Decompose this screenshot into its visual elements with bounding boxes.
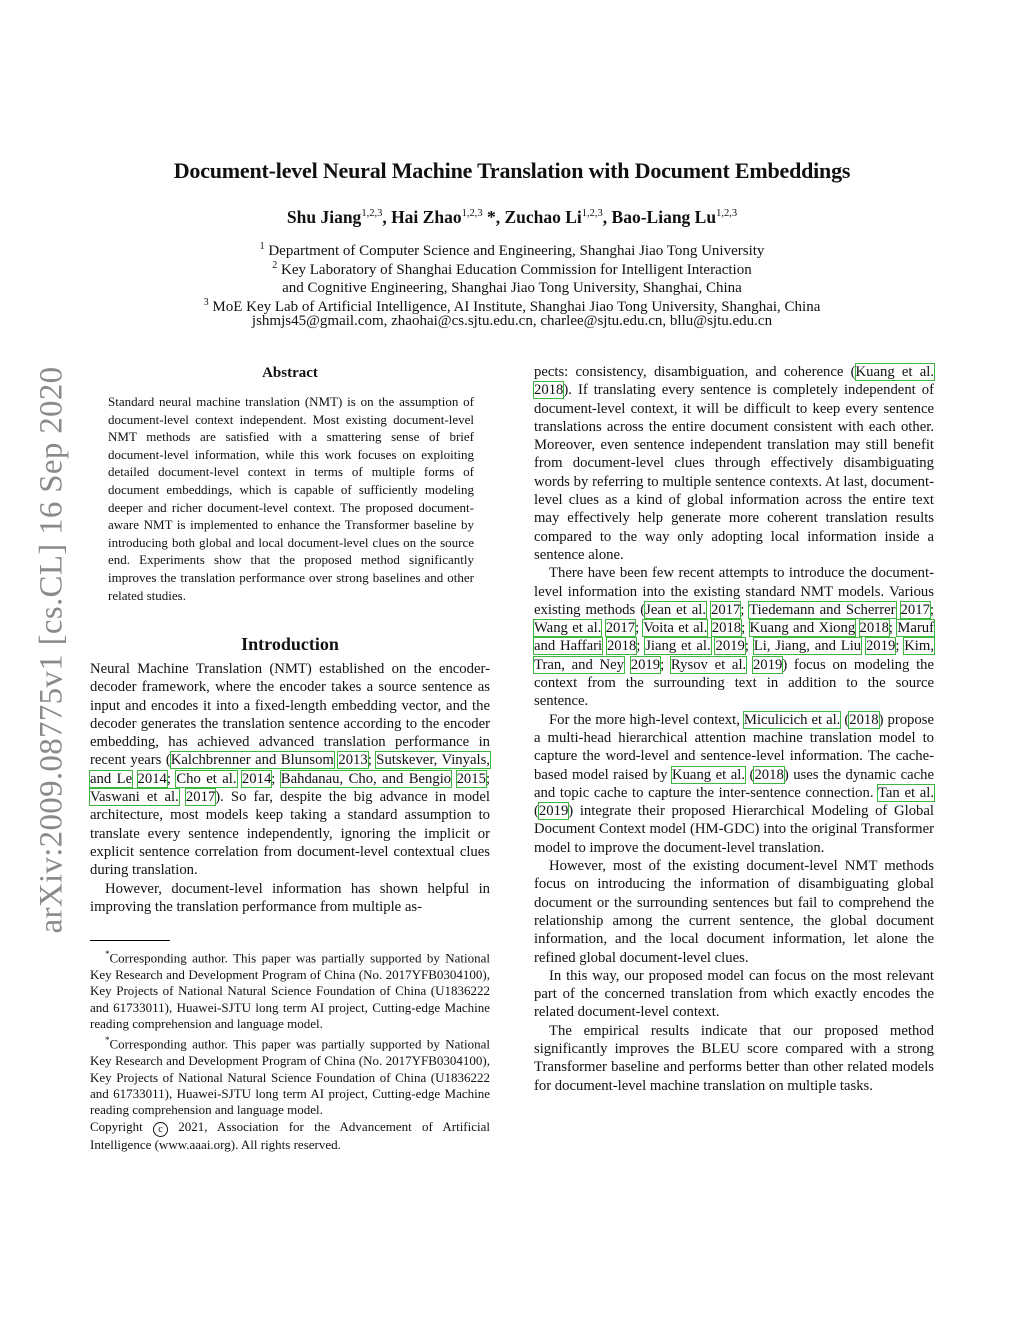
citation-link[interactable]: Kuang et al.: [855, 364, 935, 380]
citation-link[interactable]: Sutskever, Vinyals, and Le: [90, 752, 490, 787]
author-affiliation-marks: 1,2,3: [361, 208, 383, 220]
citation-link[interactable]: Voita et al.: [643, 620, 708, 637]
intro-paragraph-6: In this way, our proposed model can focus on the most relevant part of the concerned translation from which exactly encodes the related document-level context.: [534, 967, 934, 1021]
citation-year-link[interactable]: 2019: [538, 803, 569, 820]
citation-year-link[interactable]: 2014: [137, 770, 167, 787]
citation-year-link[interactable]: 2018: [754, 766, 784, 783]
author-list: Shu Jiang$^{1,2,3}$, Hai Zhao$^{1,2,3}$ *, Zuchao Li$^{1,2,3}$, Bao-Liang Lu$^{1,2,3}$: [286, 207, 738, 227]
intro-paragraph-4: For the more high-level context, Miculicich et al. (2018) propose a multi-head hierarchical attention machine translation model to capture the word-level and sentence-level information. The cache-based model raised by Kuang et al. (2018) uses the dynamic cache and topic cache to capture the inter-sentence connection. Tan et al. (2019) integrate their proposed Hierarchical Modeling of Global Document Context model (HM-GDC) into the original Transformer model to improve the document-level translation.: [534, 711, 934, 856]
citation-year-link[interactable]: 2018: [711, 620, 742, 637]
citation-link[interactable]: Wang et al.: [534, 620, 602, 637]
citation-link[interactable]: Tan et al.: [877, 784, 934, 801]
author-name: Bao-Liang Lu: [611, 207, 717, 227]
abstract-text: Standard neural machine translation (NMT) is on the assumption of document-level context independent. Most existing document-level NMT methods are satisfied with a smattering sense of brief document-level information, while this work focuses on exploiting detailed document-level context in terms of multiple forms of document embeddings, which is capable of sufficiently modeling deeper and richer document-level context. The proposed document-aware NMT is implemented to enhance the Transformer baseline by introducing both global and local document-level clues on the source end. Experiments show that the proposed method significantly improves the translation performance over strong baselines and other related studies.: [108, 394, 474, 603]
arxiv-identifier: arXiv:2009.08775v1 [cs.CL] 16 Sep 2020: [33, 366, 70, 934]
affiliation-3: $^3$ MoE Key Lab of Artificial Intelligence, AI Institute, Shanghai Jiao Tong University, Shanghai, China: [203, 296, 821, 315]
citation-link[interactable]: Maruf and Haffari: [534, 620, 935, 655]
citation-link[interactable]: Vaswani et al.: [90, 789, 179, 806]
citation-link[interactable]: Tiedemann and Scherrer: [749, 601, 896, 618]
paper-title: Document-level Neural Machine Translation with Document Embeddings: [173, 158, 851, 183]
citation-link[interactable]: Li, Jiang, and Liu: [753, 638, 862, 655]
citation-link[interactable]: Kim, Tran, and Ney: [534, 638, 934, 673]
citation-year-link[interactable]: 2018: [606, 638, 637, 655]
footnote-1: *Corresponding author. This paper was partially supported by National Key Research and Development Program of China (No. 2017YFB0304100), Key Projects of National Natural Science Foundation of China (U1836222 and 61733011), Huawei-SJTU long term AI project, Cutting-edge Machine reading comprehension and language model.: [90, 949, 490, 1031]
citation-link[interactable]: Kuang and Xiong: [749, 620, 856, 637]
abstract-heading: Abstract: [262, 365, 318, 381]
citation-link[interactable]: Cho et al.: [176, 770, 237, 787]
introduction-heading: Introduction: [241, 634, 339, 654]
affiliation-1: $^1$ Department of Computer Science and Engineering, Shanghai Jiao Tong University: [259, 241, 765, 259]
citation-link[interactable]: Miculicich et al.: [743, 711, 841, 728]
citation-link[interactable]: Jean et al.: [645, 601, 707, 618]
author-emails: jshmjs45@gmail.com, zhaohai@cs.sjtu.edu.cn, charlee@sjtu.edu.cn, bllu@sjtu.edu.cn: [251, 313, 773, 329]
citation-link[interactable]: Bahdanau, Cho, and Bengio: [280, 770, 452, 787]
intro-paragraph-5: However, most of the existing document-level NMT methods focus on introducing the information of disambiguating global document or the surrounding sentences but fail to comprehend the relationship among the current sentence, the global document information, and the local document information, let alone the refined global document-level clues.: [534, 858, 934, 966]
citation-year-link[interactable]: 2019: [630, 656, 661, 673]
citation-year-link[interactable]: 2019: [752, 656, 783, 673]
intro-paragraph-2-start: However, document-level information has shown helpful in improving the translation performance from multiple as-: [90, 880, 490, 915]
citation-year-link[interactable]: 2015: [456, 770, 486, 787]
citation-year-link[interactable]: 2014: [241, 770, 272, 787]
footnote-2: *Corresponding author. This paper was partially supported by National Key Research and Development Program of China (No. 2017YFB0304100), Key Projects of National Natural Science Foundation of China (U1836222 and 61733011), Huawei-SJTU long term AI project, Cutting-edge Machine reading comprehension and language model.: [90, 1035, 490, 1118]
footnotes: [90, 946, 490, 1153]
intro-paragraph-1: Neural Machine Translation (NMT) established on the encoder-decoder framework, where the encoder takes a source sentence as input and encodes it into a fixed-length embedding vector, and the decoder generates the translation sentence according to the encoder embedding, has achieved advanced translation performance in recent years (Kalchbrenner and Blunsom 2013; Sutskever, Vinyals, and Le 2014; Cho et al. 2014; Bahdanau, Cho, and Bengio 2015; Vaswani et al. 2017). So far, despite the big advance in model architecture, most models keep taking a standard assumption to translate every sentence independently, ignoring the implicit or explicit sentence correlation from document-level contextual clues during translation.: [90, 661, 491, 879]
citation-year-link[interactable]: 2018: [849, 711, 879, 728]
left-column-body: [90, 660, 490, 916]
citation-link[interactable]: Rysov et al.: [670, 656, 747, 673]
author-affiliation-marks: 1,2,3: [581, 208, 603, 220]
citation-year-link[interactable]: 2018: [534, 382, 564, 399]
citation-year-link[interactable]: 2017: [900, 601, 930, 618]
footnote-rule: [90, 940, 170, 941]
intro-paragraph-7: The empirical results indicate that our proposed method significantly improves the BLEU score compared with a strong Transformer baseline and performs better than other related models for document-level machine translation on multiple tasks.: [534, 1022, 934, 1094]
citation-year-link[interactable]: 2019: [715, 638, 745, 655]
citation-link[interactable]: Kuang et al.: [671, 766, 746, 783]
citation-link[interactable]: Kalchbrenner and Blunsom: [170, 752, 334, 769]
copyright-notice: Copyright c 2021, Association for the Advancement of Artificial Intelligence (www.aaai.org). All rights reserved.: [90, 1118, 491, 1152]
intro-paragraph-3: There have been few recent attempts to introduce the document-level information into the existing standard NMT models. Various existing methods (Jean et al. 2017; Tiedemann and Scherrer 2017; Wang et al. 2017; Voita et al. 2018; Kuang and Xiong 2018; Maruf and Haffari 2018; Jiang et al. 2019; Li, Jiang, and Liu 2019; Kim, Tran, and Ney 2019; Rysov et al. 2019) focus on modeling the context from the surrounding text in addition to the source sentence.: [534, 565, 935, 710]
citation-year-link[interactable]: 2017: [185, 789, 216, 806]
intro-paragraph-2-continued: pects: consistency, disambiguation, and coherence (Kuang et al. 2018). If translating every sentence is completely independent of document-level context, it will be difficult to keep every sentence translations across the entire document consistent with each other. Moreover, even sentence independent translation may still benefit from document-level clues through effectively disambiguating words by referring to multiple sentence contexts. At last, document-level clues as a kind of global information across the entire text may effectively help generate more coherent translation results compared to the way only adopting local information inside a sentence alone.: [534, 364, 935, 563]
author-affiliation-marks: 1,2,3: [461, 208, 483, 220]
citation-year-link[interactable]: 2017: [605, 620, 636, 637]
copyright-icon: c: [153, 1122, 168, 1137]
affiliation-2: $^2$ Key Laboratory of Shanghai Education Commission for Intelligent Interaction and Cognitive Engineering, Shanghai Jiao Tong University, Shanghai, China: [272, 259, 752, 296]
citation-link[interactable]: Jiang et al.: [645, 638, 711, 655]
author-affiliation-marks: 1,2,3: [716, 208, 738, 220]
author-name: Shu Jiang: [286, 207, 362, 227]
citation-year-link[interactable]: 2013: [338, 752, 368, 769]
author-name: Hai Zhao: [391, 207, 462, 227]
citation-year-link[interactable]: 2017: [710, 601, 741, 618]
author-name: Zuchao Li: [504, 207, 582, 227]
right-column-body: [534, 363, 934, 1095]
citation-year-link[interactable]: 2018: [859, 620, 889, 637]
citation-year-link[interactable]: 2019: [865, 638, 896, 655]
